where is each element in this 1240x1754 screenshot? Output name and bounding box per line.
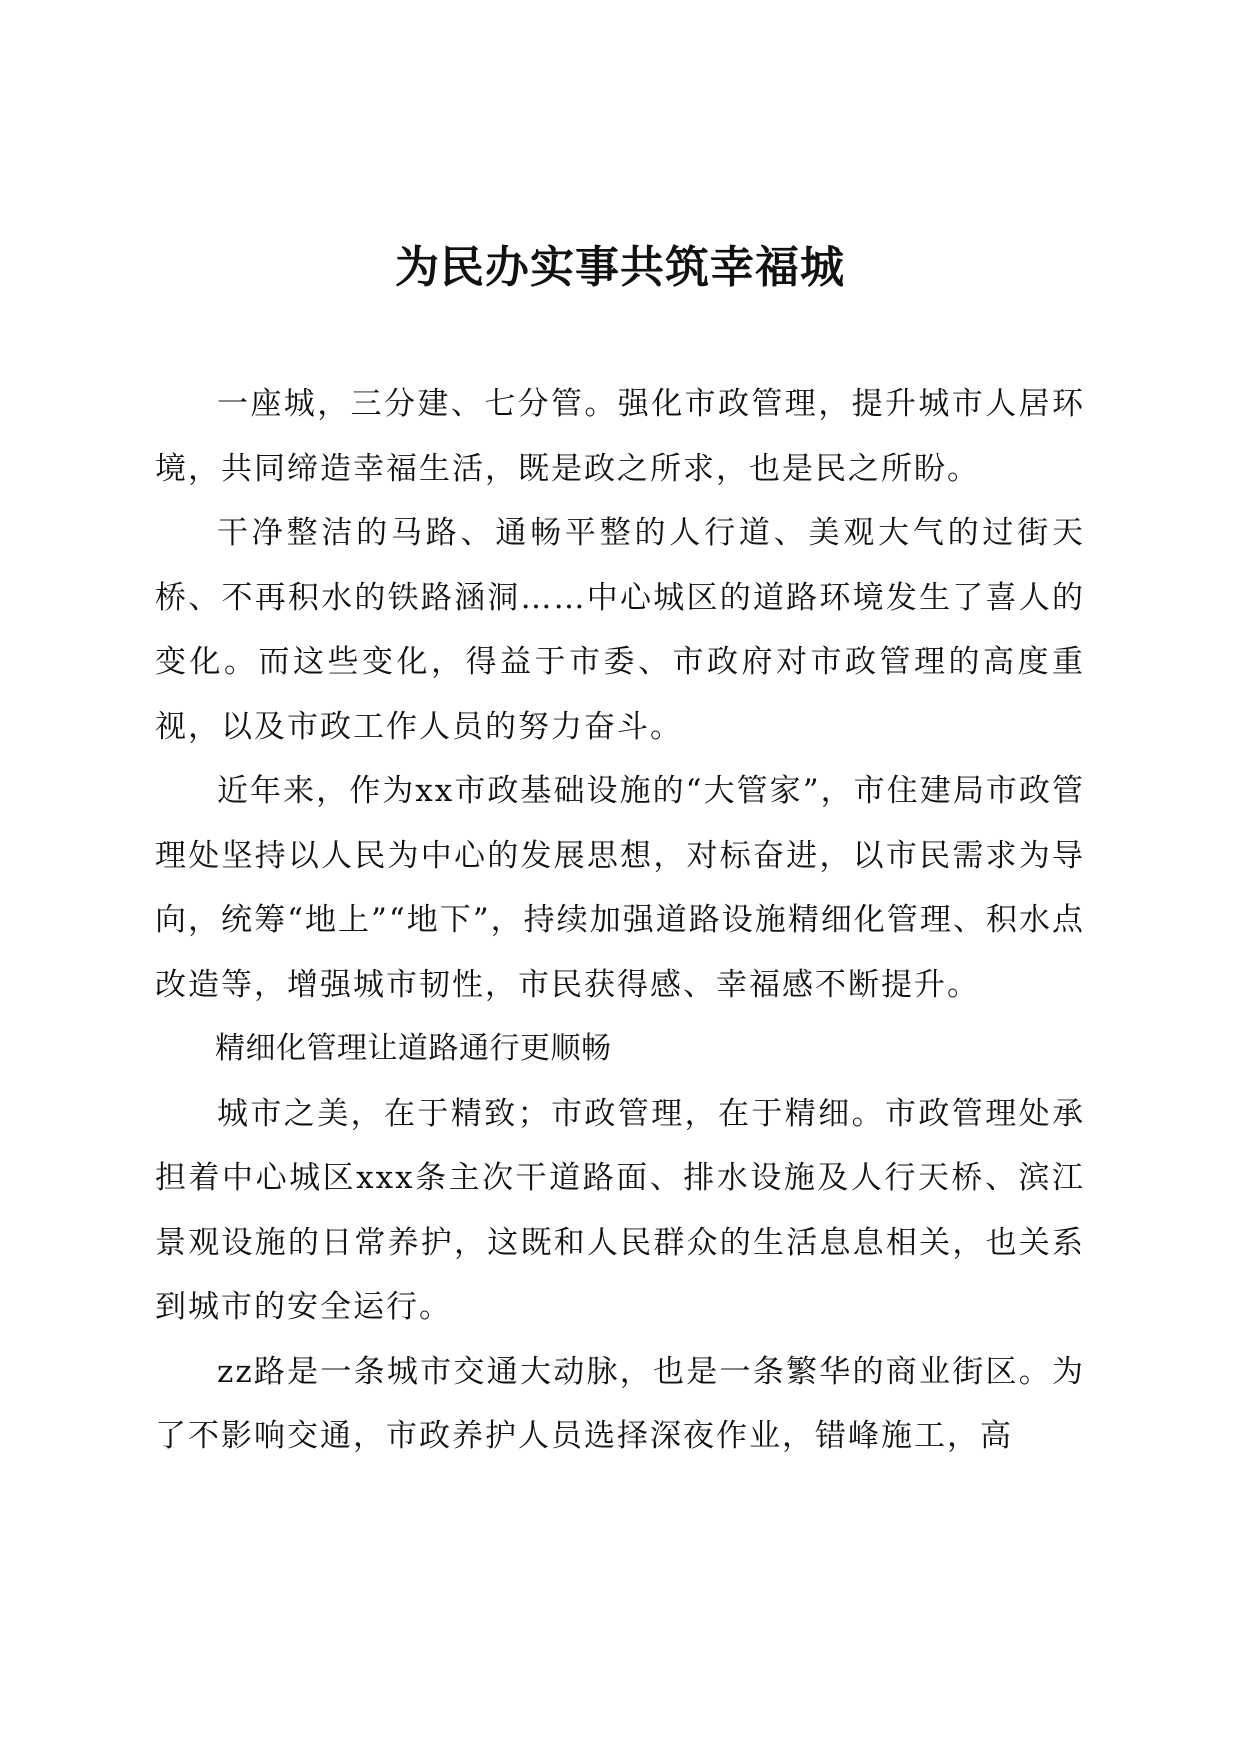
document-body [155, 372, 1085, 1469]
section-subheading: 精细化管理让道路通行更顺畅 [215, 1031, 612, 1066]
document-title: 为民办实事共筑幸福城 [395, 242, 845, 293]
paragraph-3: 近年来，作为xx市政基础设施的“大管家”，市住建局市政管理处坚持以人民为中心的发展思想，对标奋进，以市民需求为导向，统筹“地上”“地下”，持续加强道路设施精细化管理、积水点改造等，增强城市韧性，市民获得感、幸福感不断提升。 [155, 773, 1085, 1003]
paragraph-5: zz路是一条城市交通大动脉，也是一条繁华的商业街区。为了不影响交通，市政养护人员选择深夜作业，错峰施工，高 [155, 1353, 1085, 1454]
paragraph-2: 干净整洁的马路、通畅平整的人行道、美观大气的过街天桥、不再积水的铁路涵洞……中心城区的道路环境发生了喜人的变化。而这些变化，得益于市委、市政府对市政管理的高度重视，以及市政工作人员的努力奋斗。 [155, 515, 1085, 745]
paragraph-4: 城市之美，在于精致；市政管理，在于精细。市政管理处承担着中心城区xxx条主次干道路面、排水设施及人行天桥、滨江景观设施的日常养护，这既和人民群众的生活息息相关，也关系到城市的安全运行。 [155, 1095, 1085, 1325]
paragraph-1: 一座城，三分建、七分管。强化市政管理，提升城市人居环境，共同缔造幸福生活，既是政之所求，也是民之所盼。 [155, 386, 1085, 487]
